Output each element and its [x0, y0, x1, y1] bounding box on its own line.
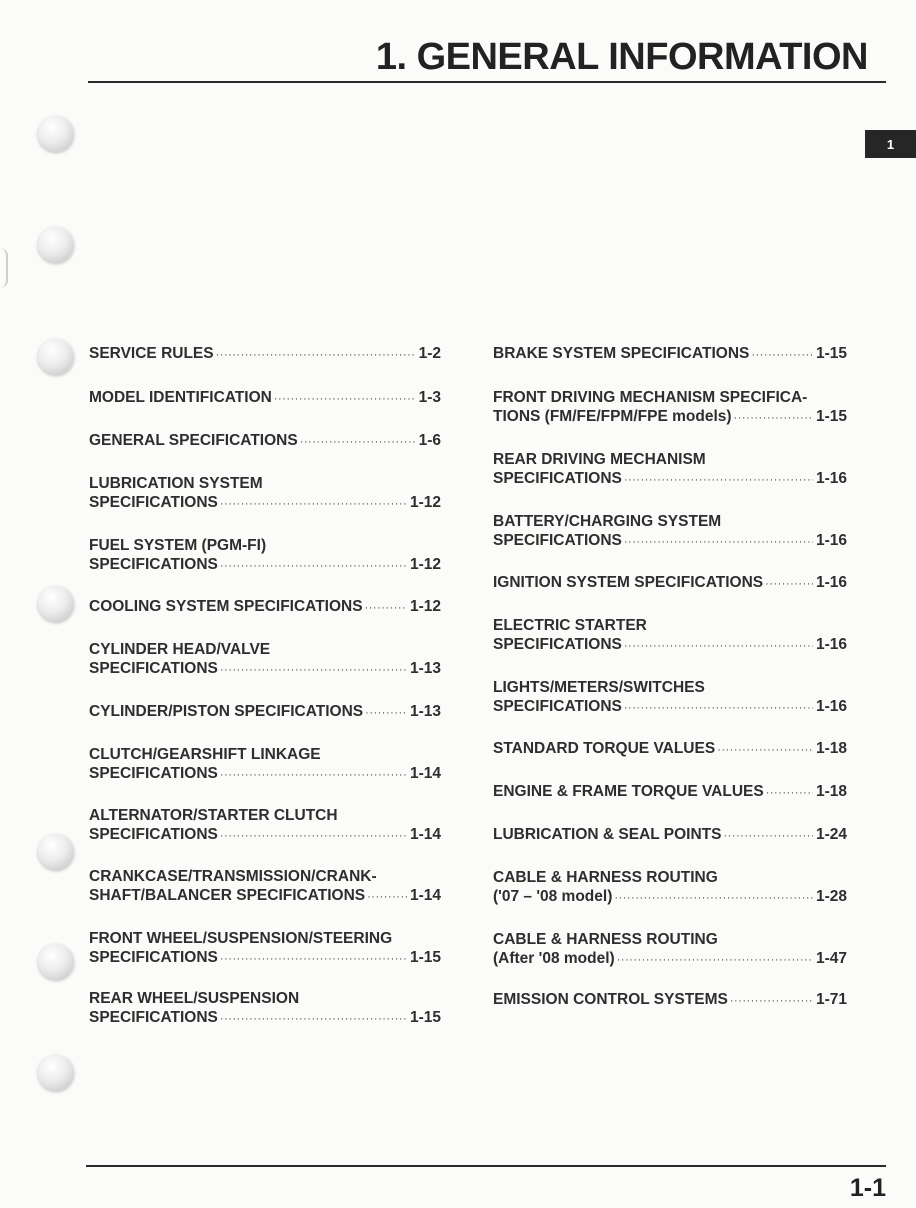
- toc-entry[interactable]: CRANKCASE/TRANSMISSION/CRANK- SHAFT/BALANCER SPECIFICATIONS ····· 1-14: [89, 868, 441, 906]
- toc-entry[interactable]: LUBRICATION & SEAL POINTS ····· 1-24: [493, 826, 847, 846]
- toc-entry[interactable]: SERVICE RULES ····· 1-2: [89, 345, 441, 365]
- binder-hole-icon: [38, 116, 74, 152]
- toc-entry[interactable]: ELECTRIC STARTER SPECIFICATIONS ····· 1-16: [493, 617, 847, 655]
- toc-entry[interactable]: CYLINDER HEAD/VALVE SPECIFICATIONS ····· 1-13: [89, 641, 441, 679]
- toc-entry[interactable]: CABLE & HARNESS ROUTING ('07 – '08 model) ····· 1-28: [493, 869, 847, 907]
- page-edge-mark: [0, 248, 8, 288]
- toc-entry[interactable]: CLUTCH/GEARSHIFT LINKAGE SPECIFICATIONS ····· 1-14: [89, 746, 441, 784]
- toc-entry[interactable]: REAR DRIVING MECHANISM SPECIFICATIONS ····· 1-16: [493, 451, 847, 489]
- toc-entry[interactable]: LUBRICATION SYSTEM SPECIFICATIONS ····· 1-12: [89, 475, 441, 513]
- toc-entry[interactable]: FRONT DRIVING MECHANISM SPECIFICA- TIONS (FM/FE/FPM/FPE models) ····· 1-15: [493, 389, 847, 427]
- toc-entry[interactable]: IGNITION SYSTEM SPECIFICATIONS ····· 1-16: [493, 574, 847, 594]
- toc-entry[interactable]: CABLE & HARNESS ROUTING (After '08 model) ····· 1-47: [493, 931, 847, 969]
- toc-entry[interactable]: STANDARD TORQUE VALUES ····· 1-18: [493, 740, 847, 760]
- toc-entry[interactable]: EMISSION CONTROL SYSTEMS ····· 1-71: [493, 991, 847, 1011]
- binder-hole-icon: [38, 586, 74, 622]
- toc-entry[interactable]: ENGINE & FRAME TORQUE VALUES ····· 1-18: [493, 783, 847, 803]
- section-tab: 1: [865, 130, 916, 158]
- binder-hole-icon: [38, 834, 74, 870]
- toc-entry[interactable]: BRAKE SYSTEM SPECIFICATIONS ····· 1-15: [493, 345, 847, 365]
- page-title: 1. GENERAL INFORMATION: [375, 36, 868, 78]
- page-number: 1-1: [849, 1174, 886, 1202]
- top-rule: [88, 81, 886, 83]
- toc-entry[interactable]: ALTERNATOR/STARTER CLUTCH SPECIFICATIONS ····· 1-14: [89, 807, 441, 845]
- binder-hole-icon: [38, 1055, 74, 1091]
- binder-hole-icon: [38, 339, 74, 375]
- toc-entry[interactable]: COOLING SYSTEM SPECIFICATIONS ····· 1-12: [89, 598, 441, 618]
- binder-hole-icon: [38, 944, 74, 980]
- toc-entry[interactable]: MODEL IDENTIFICATION ····· 1-3: [89, 389, 441, 409]
- toc-entry[interactable]: FRONT WHEEL/SUSPENSION/STEERING SPECIFICATIONS ····· 1-15: [89, 930, 441, 968]
- binder-hole-icon: [38, 227, 74, 263]
- toc-entry[interactable]: REAR WHEEL/SUSPENSION SPECIFICATIONS ····· 1-15: [89, 990, 441, 1028]
- toc-entry[interactable]: LIGHTS/METERS/SWITCHES SPECIFICATIONS ····· 1-16: [493, 679, 847, 717]
- toc-entry[interactable]: GENERAL SPECIFICATIONS ····· 1-6: [89, 432, 441, 452]
- bottom-rule: [86, 1165, 886, 1167]
- toc-entry[interactable]: BATTERY/CHARGING SYSTEM SPECIFICATIONS ····· 1-16: [493, 513, 847, 551]
- toc-entry[interactable]: CYLINDER/PISTON SPECIFICATIONS ····· 1-13: [89, 703, 441, 723]
- toc-entry[interactable]: FUEL SYSTEM (PGM-FI) SPECIFICATIONS ····· 1-12: [89, 537, 441, 575]
